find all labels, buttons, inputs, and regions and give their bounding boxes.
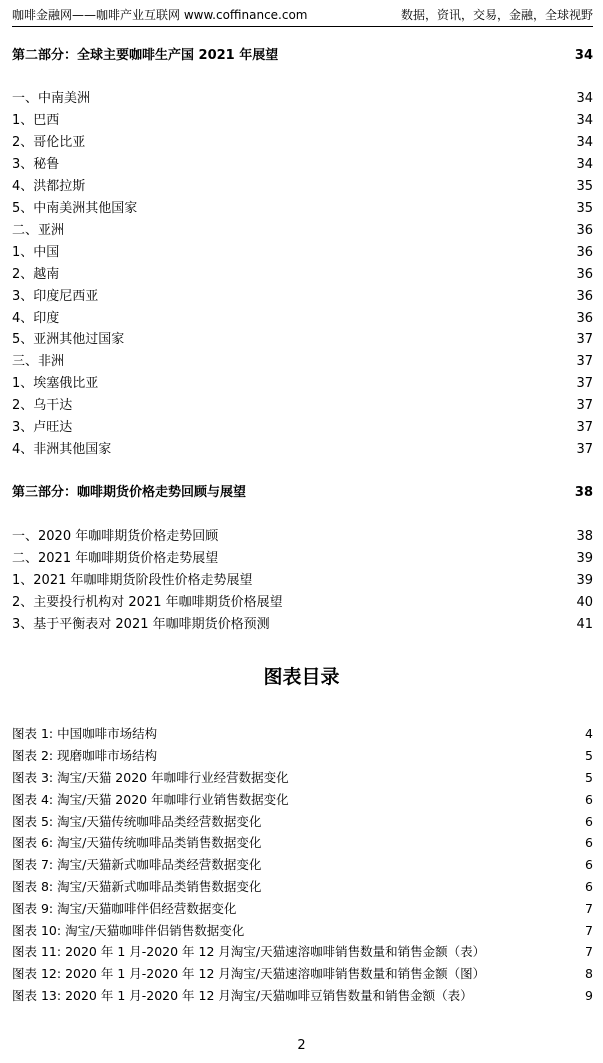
page-header: [12, 6, 593, 27]
entry-text: 第三部分：咖啡期货价格走势回顾与展望: [12, 485, 247, 500]
toc-item[interactable]: [12, 549, 593, 569]
entry-text: 2、哥伦比亚: [12, 135, 86, 150]
entry-page: 35: [576, 201, 593, 216]
figure-item[interactable]: [12, 746, 593, 766]
toc-item[interactable]: [12, 133, 593, 153]
header-slogan: 数据，资讯，交易，金融，全球视野: [400, 8, 593, 22]
toc-item[interactable]: [12, 177, 593, 197]
entry-page: 36: [576, 267, 593, 282]
toc-item[interactable]: [12, 221, 593, 241]
entry-text: 1、2021 年咖啡期货阶段性价格走势展望: [12, 573, 253, 588]
entry-page: 37: [576, 420, 593, 435]
entry-page: 6: [585, 814, 593, 829]
entry-page: 36: [576, 223, 593, 238]
entry-text: 1、埃塞俄比亚: [12, 376, 99, 391]
entry-text: 3、印度尼西亚: [12, 289, 99, 304]
entry-text: 图表 13: 2020 年 1 月-2020 年 12 月淘宝/天猫咖啡豆销售数量和销售金额（表）: [12, 988, 473, 1003]
entry-page: 6: [585, 879, 593, 894]
toc-item[interactable]: [12, 287, 593, 307]
toc-item[interactable]: [12, 615, 593, 635]
entry-text: 二、亚洲: [12, 223, 65, 238]
figure-item[interactable]: [12, 877, 593, 897]
entry-text: 二、2021 年咖啡期货价格走势展望: [12, 551, 219, 566]
entry-text: 图表 3: 淘宝/天猫 2020 年咖啡行业经营数据变化: [12, 770, 289, 785]
entry-text: 图表 9: 淘宝/天猫咖啡伴侣经营数据变化: [12, 901, 237, 916]
entry-text: 三、非洲: [12, 354, 65, 369]
entry-page: 34: [576, 135, 593, 150]
entry-page: 7: [585, 923, 593, 938]
entry-text: 4、印度: [12, 311, 60, 326]
entry-page: 40: [576, 595, 593, 610]
page-number: 2: [297, 1038, 306, 1053]
figure-item[interactable]: [12, 964, 593, 984]
entry-text: 图表 6: 淘宝/天猫传统咖啡品类销售数据变化: [12, 835, 262, 850]
figure-item[interactable]: [12, 768, 593, 788]
toc-item[interactable]: [12, 483, 593, 503]
entry-page: 37: [576, 398, 593, 413]
figure-item[interactable]: [12, 986, 593, 1006]
entry-page: 39: [576, 551, 593, 566]
entry-page: 5: [585, 748, 593, 763]
figure-item[interactable]: [12, 790, 593, 810]
toc-item[interactable]: [12, 330, 593, 350]
entry-page: 38: [576, 529, 593, 544]
entry-text: 1、中国: [12, 245, 60, 260]
entry-page: 6: [585, 835, 593, 850]
figure-item[interactable]: [12, 899, 593, 919]
toc-item[interactable]: [12, 418, 593, 438]
entry-page: 34: [574, 48, 593, 63]
entry-text: 图表 12: 2020 年 1 月-2020 年 12 月淘宝/天猫速溶咖啡销售数量和销售金额（图）: [12, 966, 486, 981]
entry-text: 图表 8: 淘宝/天猫新式咖啡品类销售数据变化: [12, 879, 262, 894]
header-site-name[interactable]: 咖啡金融网——咖啡产业互联网 www.coffinance.com: [12, 8, 308, 22]
entry-page: 8: [585, 966, 593, 981]
toc-item[interactable]: [12, 571, 593, 591]
entry-text: 2、乌干达: [12, 398, 73, 413]
entry-text: 图表 7: 淘宝/天猫新式咖啡品类经营数据变化: [12, 857, 262, 872]
entry-page: 34: [576, 113, 593, 128]
entry-page: 5: [585, 770, 593, 785]
toc-item[interactable]: [12, 527, 593, 547]
entry-text: 5、中南美洲其他国家: [12, 201, 138, 216]
toc-item[interactable]: [12, 396, 593, 416]
entry-text: 图表 4: 淘宝/天猫 2020 年咖啡行业销售数据变化: [12, 792, 289, 807]
entry-page: 37: [576, 332, 593, 347]
toc-item[interactable]: [12, 155, 593, 175]
figure-item[interactable]: [12, 942, 593, 962]
toc-item[interactable]: [12, 352, 593, 372]
entry-text: 一、2020 年咖啡期货价格走势回顾: [12, 529, 219, 544]
toc-item[interactable]: [12, 199, 593, 219]
toc-item[interactable]: [12, 440, 593, 460]
figure-item[interactable]: [12, 921, 593, 941]
entry-page: 37: [576, 354, 593, 369]
toc-item[interactable]: [12, 265, 593, 285]
entry-text: 4、非洲其他国家: [12, 442, 112, 457]
entry-text: 图表 10: 淘宝/天猫咖啡伴侣销售数据变化: [12, 923, 245, 938]
entry-text: 第二部分：全球主要咖啡生产国 2021 年展望: [12, 48, 279, 63]
toc-item[interactable]: [12, 46, 593, 66]
entry-page: 9: [585, 988, 593, 1003]
entry-page: 34: [576, 91, 593, 106]
toc-item[interactable]: [12, 593, 593, 613]
entry-page: 34: [576, 157, 593, 172]
toc-item[interactable]: [12, 309, 593, 329]
entry-page: 37: [576, 376, 593, 391]
figure-item[interactable]: [12, 812, 593, 832]
entry-text: 3、卢旺达: [12, 420, 73, 435]
entry-text: 图表 5: 淘宝/天猫传统咖啡品类经营数据变化: [12, 814, 262, 829]
figure-item[interactable]: [12, 833, 593, 853]
entry-page: 36: [576, 289, 593, 304]
toc-item[interactable]: [12, 111, 593, 131]
toc-item[interactable]: [12, 243, 593, 263]
entry-text: 一、中南美洲: [12, 91, 91, 106]
entry-text: 4、洪都拉斯: [12, 179, 86, 194]
entry-text: 1、巴西: [12, 113, 60, 128]
entry-text: 图表 11: 2020 年 1 月-2020 年 12 月淘宝/天猫速溶咖啡销售数量和销售金额（表）: [12, 944, 486, 959]
entry-page: 36: [576, 311, 593, 326]
entry-page: 35: [576, 179, 593, 194]
entry-text: 5、亚洲其他过国家: [12, 332, 125, 347]
entry-text: 2、主要投行机构对 2021 年咖啡期货价格展望: [12, 595, 283, 610]
entry-page: 39: [576, 573, 593, 588]
entry-page: 6: [585, 857, 593, 872]
toc-item[interactable]: [12, 374, 593, 394]
entry-text: 2、越南: [12, 267, 60, 282]
entry-page: 4: [585, 726, 593, 741]
entry-page: 37: [576, 442, 593, 457]
entry-page: 38: [574, 485, 593, 500]
entry-text: 3、秘鲁: [12, 157, 60, 172]
entry-text: 3、基于平衡表对 2021 年咖啡期货价格预测: [12, 617, 270, 632]
entry-page: 41: [576, 617, 593, 632]
figures-title: 图表目录: [263, 666, 340, 688]
entry-page: 7: [585, 944, 593, 959]
entry-page: 36: [576, 245, 593, 260]
figure-item[interactable]: [12, 724, 593, 744]
toc-item[interactable]: [12, 89, 593, 109]
entry-text: 图表 2: 现磨咖啡市场结构: [12, 748, 158, 763]
entry-text: 图表 1: 中国咖啡市场结构: [12, 726, 158, 741]
figure-item[interactable]: [12, 855, 593, 875]
entry-page: 7: [585, 901, 593, 916]
entry-page: 6: [585, 792, 593, 807]
